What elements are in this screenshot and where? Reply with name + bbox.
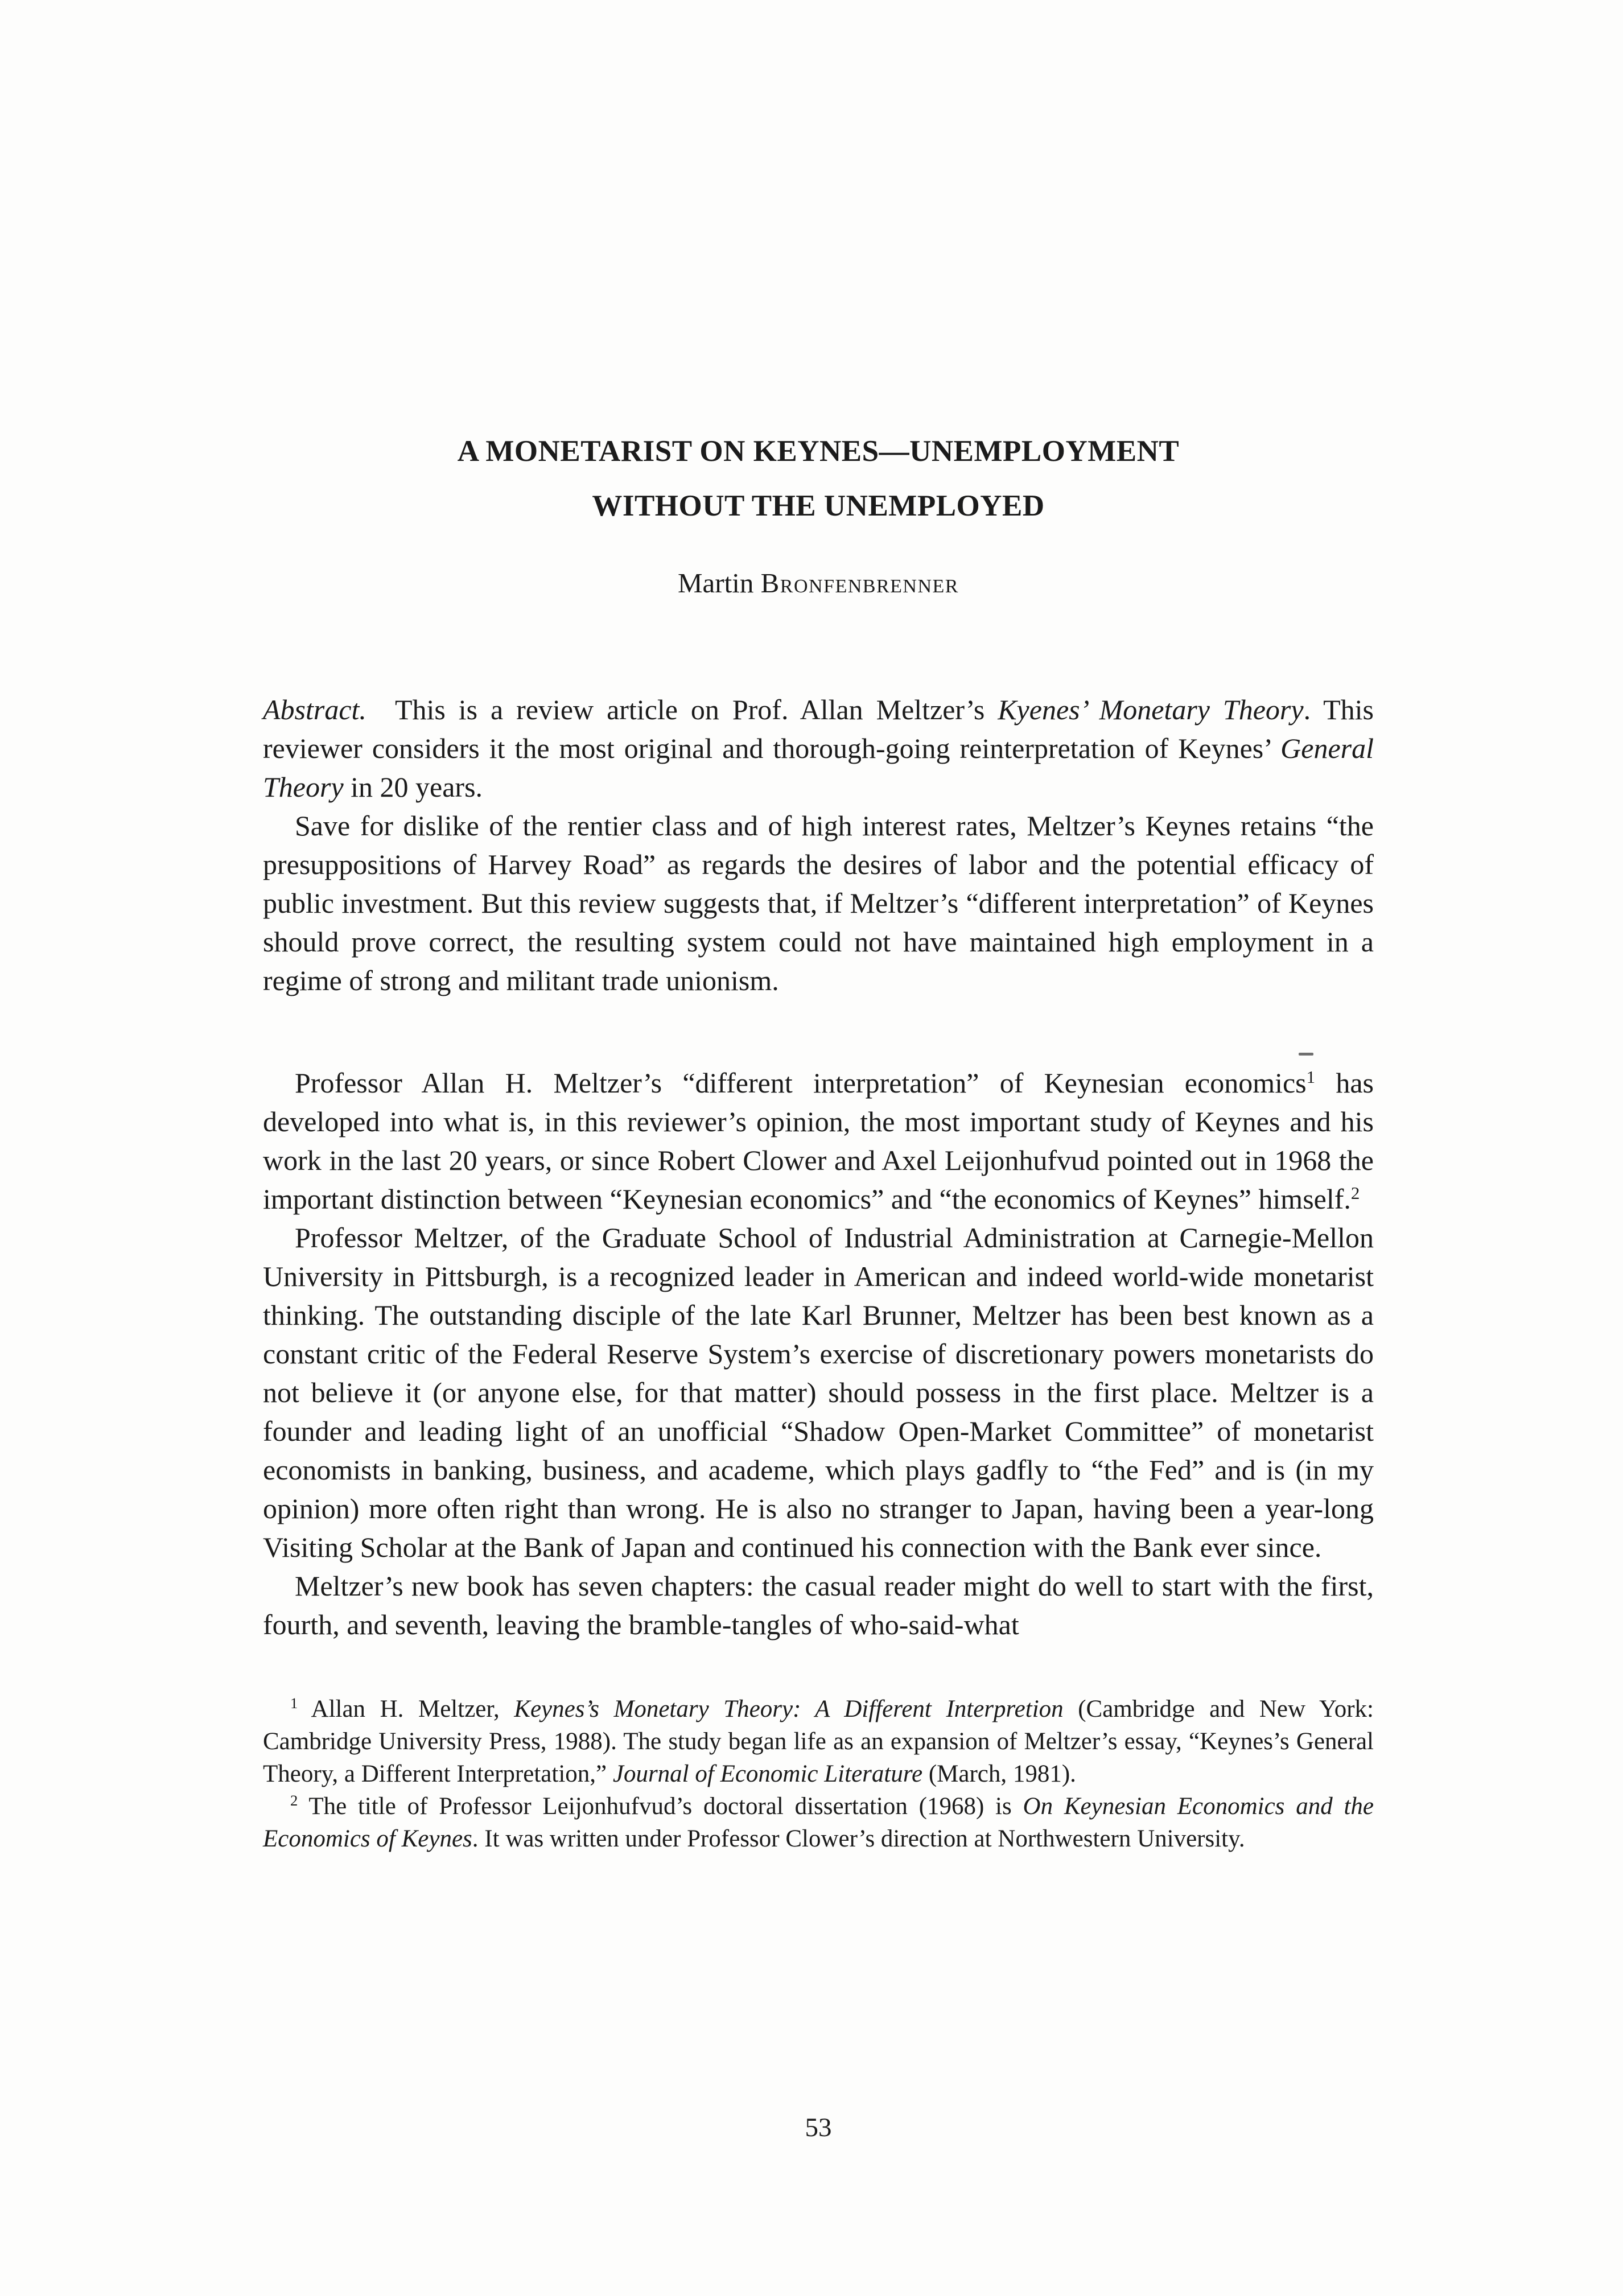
author-byline — [263, 566, 1374, 600]
body-paragraph-1: Professor Allan H. Meltzer’s “different interpretation” of Keynesian economics$^1$ has developed into what is, in this reviewer’s opinion, the most important study of Keynes and his work in the last 20 years, or since Robert Clower and Axel Leijonhufvud pointed out in 1968 the important distinction between “Keynesian economics” and “the economics of Keynes” himself.$^2$ — [263, 1066, 1374, 1215]
abstract-section — [263, 690, 1374, 1000]
article-title-line-2: WITHOUT THE UNEMPLOYED — [592, 489, 1045, 522]
article-title-line-1: A MONETARIST ON KEYNES—UNEMPLOYMENT — [457, 435, 1180, 468]
footnotes-section — [263, 1693, 1374, 1855]
author-last-name: Bronfenbrenner — [760, 567, 959, 599]
scan-artifact-dash — [1299, 1053, 1313, 1056]
footnote-1: $^1$ Allan H. Meltzer, Keynes’s Monetary Theory: A Different Interpretion (Cambridge and New York: Cambridge University Press, 1988). The study began life as an expansion of Meltzer’s essay, “Keynes’s General Theory, a Different Interpretation,” Journal of Economic Literature (March, 1981). — [263, 1695, 1374, 1787]
article-body — [263, 1064, 1374, 1644]
abstract-paragraph-1: Abstract. This is a review article on Prof. Allan Meltzer’s Kyenes’ Monetary Theory. This reviewer considers it the most original and thorough-going reinterpretation of Keynes’ General Theory in 20 years. — [263, 694, 1374, 803]
article-title — [263, 424, 1374, 533]
abstract-paragraph-2: Save for dislike of the rentier class and of high interest rates, Meltzer’s Keynes retains “the presuppositions of Harvey Road” as regards the desires of labor and the potential efficacy of public investment. But this review suggests that, if Meltzer’s “different interpretation” of Keynes should prove correct, the resulting system could not have maintained high employment in a regime of strong and militant trade unionism. — [263, 810, 1374, 996]
article-content — [263, 424, 1374, 1855]
footnote-2: $^2$ The title of Professor Leijonhufvud’s doctoral dissertation (1968) is On Keynesian Economics and the Economics of Keynes. It was written under Professor Clower’s direction at Northwestern University. — [263, 1792, 1374, 1852]
page-number: 53 — [805, 2113, 832, 2142]
author-first-name: Martin — [677, 567, 761, 599]
body-paragraph-2: Professor Meltzer, of the Graduate School of Industrial Administration at Carnegie-Mellon University in Pittsburgh, is a recognized leader in American and indeed world-wide monetarist thinking. The outstanding disciple of the late Karl Brunner, Meltzer has been best known as a constant critic of the Federal Reserve System’s exercise of discretionary powers monetarists do not believe it (or anyone else, for that matter) should possess in the first place. Meltzer is a founder and leading light of an unofficial “Shadow Open-Market Committee” of monetarist economists in banking, business, and academe, which plays gadfly to “the Fed” and is (in my opinion) more often right than wrong. He is also no stranger to Japan, having been a year-long Visiting Scholar at the Bank of Japan and continued his connection with the Bank ever since. — [263, 1222, 1374, 1563]
body-paragraph-3: Meltzer’s new book has seven chapters: the casual reader might do well to start with the first, fourth, and seventh, leaving the bramble-tangles of who-said-what — [263, 1570, 1374, 1640]
